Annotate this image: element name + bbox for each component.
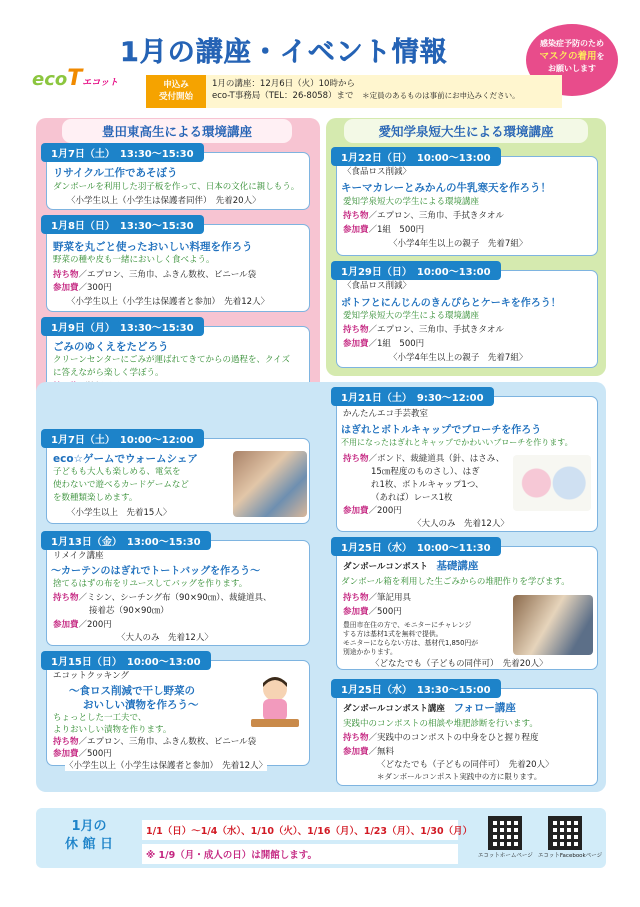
- event-card: 1月21日（土） 9:30～12:00 かんたんエコ手芸教室 はぎれとボトルキャップでブローチを作ろう 不用になったはぎれとキャップでかわいいブローチを作ります。 持ち物／ボンド、裁縫道具（針、はさみ、 15㎝程度のものさし）、はぎ れ1枚、ボトルキャップ1つ、 （あれば）レース1枚 参加費／200円 〈大人のみ 先着12人〉: [336, 396, 598, 532]
- event-card: 1月7日（土） 10:00～12:00 eco☆ゲームでウォームシェア 子どもも大人も楽しめる、電気を 使わないで遊べるカードゲームなど を数種類楽しめます。 〈小学生以上 先着15人〉: [46, 438, 310, 524]
- compost-photo: [513, 595, 593, 655]
- event-date: 1月22日（日） 10:00～13:00: [331, 147, 501, 166]
- event-title: ～食ロス削減で干し野菜の: [69, 685, 195, 697]
- application-label: 申込み 受付開始: [146, 75, 206, 108]
- event-date: 1月7日（土） 13:30～15:30: [41, 143, 204, 162]
- event-card: 1月25日（水） 13:30～15:00 ダンボールコンポスト講座 フォロー講座 実践中のコンポストの相談や堆肥診断を行います。 持ち物／実践中のコンポストの中身をひと握り程度 参加費／無料 〈どなたでも（子どもの同伴可） 先着20人〉 ＊ダンボールコンポスト実践中の方に限ります。: [336, 688, 598, 786]
- event-date: 1月25日（水） 10:00～11:30: [331, 537, 501, 556]
- event-title: eco☆ゲームでウォームシェア: [53, 453, 198, 465]
- brooch-photo: [513, 455, 591, 511]
- pink-panel-heading: 豊田東高生による環境講座: [62, 119, 292, 143]
- application-banner: 申込み 受付開始 1月の講座：12月6日（火）10時から eco-T事務局（TEL：26-8058）まで ＊定員のあるものは事前にお申込みください。: [146, 75, 562, 108]
- mask-notice-badge: 感染症予防のため マスクの着用を お願いします: [526, 24, 618, 96]
- closed-days-label: 1月の 休 館 日: [64, 819, 114, 852]
- card-game-photo: [233, 451, 307, 517]
- event-card: 1月15日（日） 10:00～13:00 エコットクッキング ～食ロス削減で干し野菜の おいしい漬物を作ろう～ ちょっとした一工夫で、 よりおいしい漬物を作ります。 持ち物／エプロン、三角巾、ふきん数枚、ビニール袋 参加費／500円 〈小学生以上（小学生は保護者と参加） 先着12人〉: [46, 660, 310, 766]
- event-date: 1月25日（水） 13:30～15:00: [331, 679, 501, 698]
- open-note: ※ 1/9（月・成人の日）は開館します。: [142, 844, 458, 864]
- event-date: 1月7日（土） 10:00～12:00: [41, 429, 204, 448]
- event-title: ～カーテンのはぎれでトートバッグを作ろう～: [51, 566, 261, 577]
- cooking-girl-illustration: [243, 671, 307, 735]
- event-card: 1月7日（土） 13:30～15:30 リサイクル工作であそぼう ダンボールを利用した羽子板を作って、日本の文化に親しもう。 〈小学生以上（小学生は保護者同伴） 先着20人〉: [46, 152, 310, 210]
- event-card: 1月9日（月） 13:30～15:30 ごみのゆくえをたどろう クリーンセンターにごみが運ばれてきてからの過程を、クイズ に答えながら楽しく学ぼう。: [46, 326, 310, 410]
- event-title: ごみのゆくえをたどろう: [53, 341, 169, 353]
- event-date: 1月9日（月） 13:30～15:30: [41, 317, 204, 336]
- event-title: リサイクル工作であそぼう: [53, 167, 178, 179]
- page-title: 1月の講座・イベント情報: [120, 37, 448, 68]
- eco-t-logo: ecoTエコット: [32, 66, 119, 91]
- event-title: はぎれとボトルキャップでブローチを作ろう: [341, 425, 542, 436]
- qr-code-facebook[interactable]: [548, 816, 582, 850]
- closed-dates: 1/1（日）～1/4（水）、1/10（火）、1/16（月）、1/23（月）、1/30（月）: [142, 820, 458, 840]
- event-title: 野菜を丸ごと使ったおいしい料理を作ろう: [53, 241, 253, 253]
- green-panel-heading: 愛知学泉短大生による環境講座: [344, 119, 588, 143]
- qr-code-homepage[interactable]: [488, 816, 522, 850]
- event-date: 1月13日（金） 13:00～15:30: [41, 531, 211, 550]
- event-date: 1月29日（日） 10:00～13:00: [331, 261, 501, 280]
- event-card: 1月13日（金） 13:00～15:30 リメイク講座 ～カーテンのはぎれでトートバッグを作ろう～ 捨てるはずの布をリユースしてバッグを作ります。 持ち物／ミシン、シーチング布（90×90㎝）、裁縫道具、 接着芯（90×90㎝） 参加費／200円 〈大人のみ 先着12人〉: [46, 540, 310, 646]
- event-title: フォロー講座: [453, 702, 516, 714]
- event-card: 1月25日（水） 10:00～11:30 ダンボールコンポスト 基礎講座 ダンボール箱を利用した生ごみからの堆肥作りを学びます。 持ち物／筆記用具 参加費／500円 豊田市在住の方で、モニターにチャレンジ する方は基材1式を無料で提供。 モニターにならない方は、基材代1,850円が 別途かかります。 〈どなたでも（子どもの同伴可） 先着20人〉: [336, 546, 598, 670]
- event-title: キーマカレーとみかんの牛乳寒天を作ろう！: [341, 182, 551, 194]
- event-date: 1月21日（土） 9:30～12:00: [331, 387, 494, 406]
- event-date: 1月8日（日） 13:30～15:30: [41, 215, 204, 234]
- event-date: 1月15日（日） 10:00～13:00: [41, 651, 211, 670]
- event-card: 1月29日（日） 10:00～13:00 〈食品ロス削減〉 ポトフとにんじんのきんぴらとケーキを作ろう！ 愛知学泉短大の学生による環境講座 持ち物／エプロン、三角巾、手拭きタオル 参加費／1組 500円 〈小学4年生以上の親子 先着7組〉: [336, 270, 598, 368]
- event-title: 基礎講座: [436, 560, 479, 572]
- event-title: ポトフとにんじんのきんぴらとケーキを作ろう！: [341, 298, 561, 309]
- event-card: 1月8日（日） 13:30～15:30 野菜を丸ごと使ったおいしい料理を作ろう 野菜の種や皮も一緒においしく食べよう。 持ち物／エプロン、三角巾、ふきん数枚、ビニール袋 参加費／300円 〈小学生以上（小学生は保護者と参加） 先着12人〉: [46, 224, 310, 312]
- event-card: 1月22日（日） 10:00～13:00 〈食品ロス削減〉 キーマカレーとみかんの牛乳寒天を作ろう！ 愛知学泉短大の学生による環境講座 持ち物／エプロン、三角巾、手拭きタオル 参加費／1組 500円 〈小学4年生以上の親子 先着7組〉: [336, 156, 598, 256]
